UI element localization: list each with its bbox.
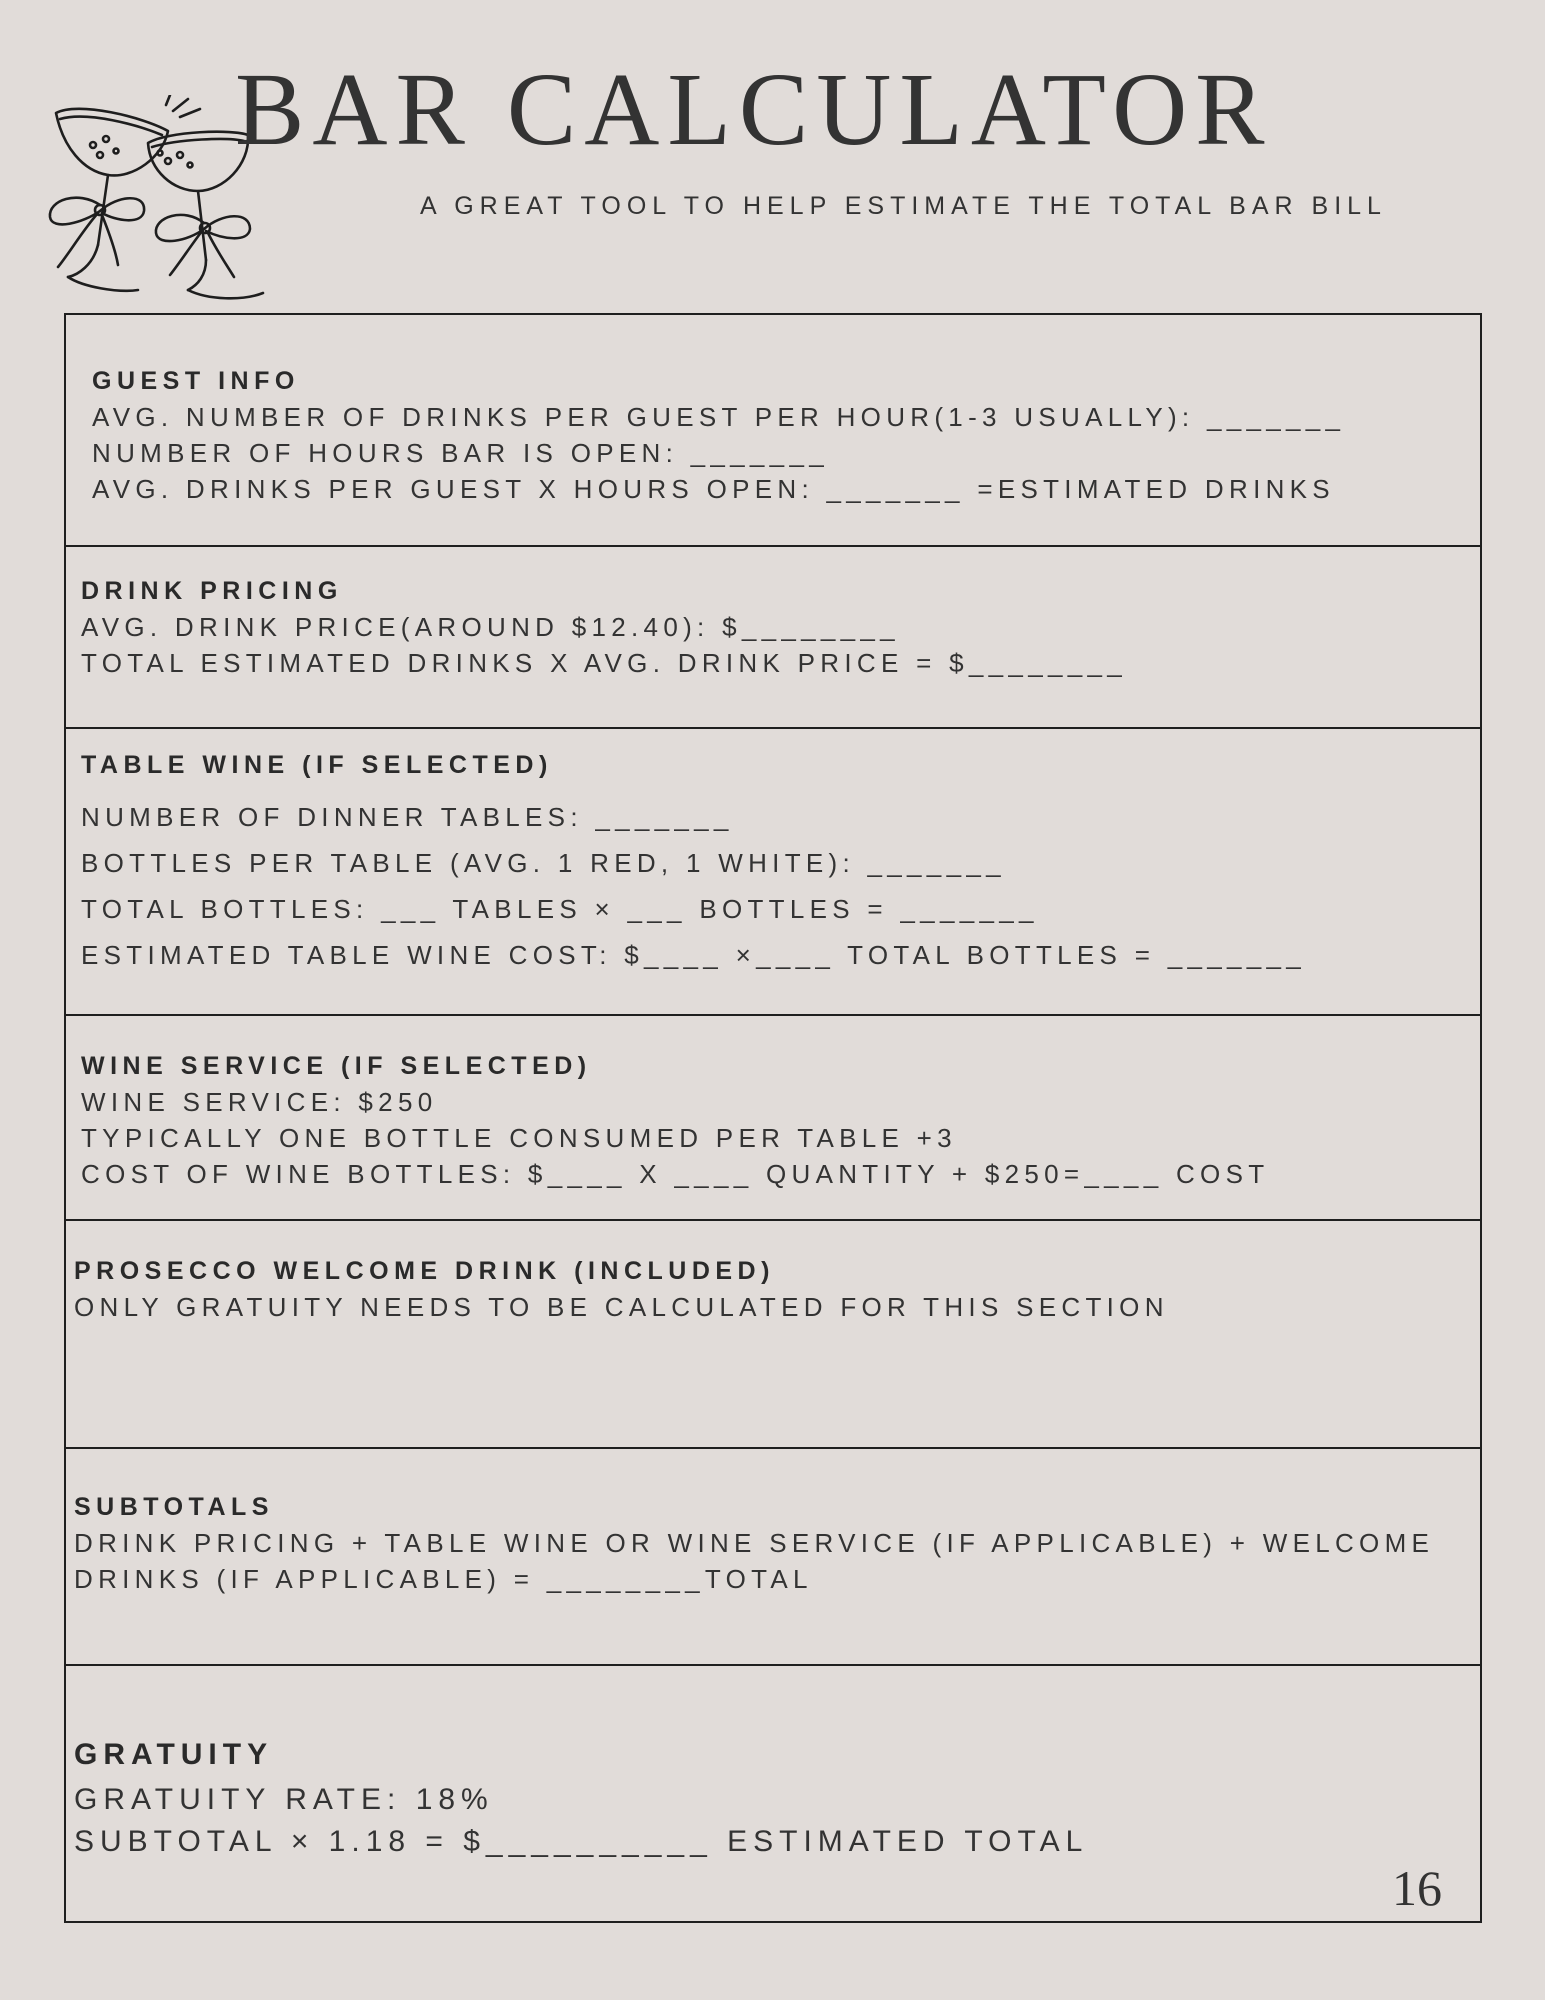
section-line: COST OF WINE BOTTLES: $____ X ____ QUANTITY + $250=____ COST [81, 1159, 1270, 1189]
section-line: BOTTLES PER TABLE (AVG. 1 RED, 1 WHITE): _______ [81, 848, 1006, 878]
page-number: 16 [1392, 1860, 1442, 1916]
section-line: TYPICALLY ONE BOTTLE CONSUMED PER TABLE +3 [81, 1123, 957, 1153]
section-title: GRATUITY [74, 1738, 274, 1771]
page-subtitle: A GREAT TOOL TO HELP ESTIMATE THE TOTAL BAR BILL [420, 192, 1387, 220]
section-line: NUMBER OF HOURS BAR IS OPEN: _______ [92, 438, 829, 468]
section-title: PROSECCO WELCOME DRINK (INCLUDED) [74, 1257, 775, 1285]
section-line: WINE SERVICE: $250 [81, 1087, 438, 1117]
page-title: BAR CALCULATOR [235, 52, 1273, 167]
section-line: TOTAL ESTIMATED DRINKS X AVG. DRINK PRICE = $________ [81, 648, 1127, 678]
section-title: GUEST INFO [92, 367, 300, 395]
section-line: SUBTOTAL × 1.18 = $__________ ESTIMATED TOTAL [74, 1825, 1089, 1858]
section-line: TOTAL BOTTLES: ___ TABLES × ___ BOTTLES = _______ [81, 894, 1039, 924]
section-line: NUMBER OF DINNER TABLES: _______ [81, 802, 734, 832]
section-line: DRINK PRICING + TABLE WINE OR WINE SERVICE (IF APPLICABLE) + WELCOME [74, 1528, 1435, 1558]
prosecco-section [66, 1219, 1480, 1447]
subtotals-section [66, 1447, 1480, 1664]
section-line: ONLY GRATUITY NEEDS TO BE CALCULATED FOR THIS SECTION [74, 1292, 1169, 1322]
guest-info-section [66, 315, 1480, 545]
section-title: SUBTOTALS [74, 1493, 274, 1521]
section-line: DRINKS (IF APPLICABLE) = ________TOTAL [74, 1564, 813, 1594]
section-title: DRINK PRICING [81, 577, 343, 605]
section-line: AVG. DRINKS PER GUEST X HOURS OPEN: _______ =ESTIMATED DRINKS [92, 474, 1335, 504]
section-title: TABLE WINE (IF SELECTED) [81, 751, 553, 779]
drink-pricing-section [66, 545, 1480, 727]
section-line: ESTIMATED TABLE WINE COST: $____ ×____ TOTAL BOTTLES = _______ [81, 940, 1307, 970]
section-title: WINE SERVICE (IF SELECTED) [81, 1052, 592, 1080]
table-wine-section [66, 727, 1480, 1014]
wine-service-section [66, 1014, 1480, 1219]
section-line: AVG. NUMBER OF DRINKS PER GUEST PER HOUR(1-3 USUALLY): _______ [92, 402, 1346, 432]
section-line: AVG. DRINK PRICE(AROUND $12.40): $________ [81, 612, 900, 642]
section-line: GRATUITY RATE: 18% [74, 1783, 494, 1816]
gratuity-section [66, 1664, 1480, 1921]
calculator-table [64, 313, 1482, 1923]
